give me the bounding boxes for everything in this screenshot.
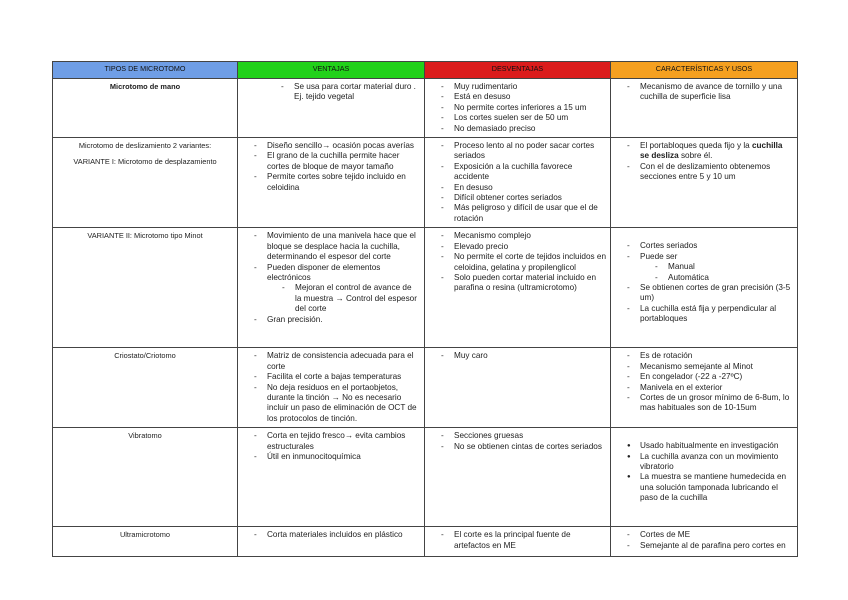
list-item: - No demasiado preciso: [454, 124, 606, 134]
list-item: - Se obtienen cortes de gran precisión (3-5 um): [640, 283, 793, 304]
type-label: Vibratomo: [128, 431, 162, 441]
type-label: Criostato/Criotomo: [114, 351, 176, 361]
list-item: ● La muestra se mantiene humedecida en una solución tamponada lubricando el paso de la cuchilla: [640, 472, 793, 503]
list-item: - Más peligroso y difícil de usar que el de rotación: [454, 203, 606, 224]
header-ventajas: VENTAJAS: [238, 62, 425, 79]
desventajas-cell: [425, 527, 611, 557]
list-item: - En congelador (-22 a -27ºC): [640, 372, 793, 382]
list-item: [640, 252, 793, 283]
ventajas-cell: [238, 428, 425, 527]
text-span: Pueden disponer de elementos electrónicos: [267, 262, 381, 282]
list-item: - Corta en tejido fresco→ evita cambios estructurales: [267, 431, 420, 452]
type-cell: [53, 428, 238, 527]
caracteristicas-cell: [611, 138, 798, 228]
list-item: - Secciones gruesas: [454, 431, 606, 441]
caracteristicas-cell: [611, 79, 798, 138]
list-item: - Diseño sencillo→ ocasión pocas averías: [267, 141, 420, 151]
caracteristicas-cell: [611, 228, 798, 348]
list-item: - Cortes de ME: [640, 530, 793, 540]
ventajas-cell: [238, 527, 425, 557]
list-item: - Facilita el corte a bajas temperaturas: [267, 372, 420, 382]
list-item: - Mejoran el control de avance de la muestra → Control del espesor del corte: [295, 283, 420, 314]
list-item: - Útil en inmunocitoquímica: [267, 452, 420, 462]
list-item: - Cortes seriados: [640, 241, 793, 251]
table-row: [53, 138, 798, 228]
list-item: - Gran precisión.: [267, 315, 420, 325]
list-item: - Semejante al de parafina pero cortes en: [640, 541, 793, 551]
list-item: - Cortes de un grosor mínimo de 6-8um, lo mas habituales son de 10-15um: [640, 393, 793, 414]
list-item: - Mecanismo complejo: [454, 231, 606, 241]
list-item: ● La cuchilla avanza con un movimiento vibratorio: [640, 452, 793, 473]
list-item: - Elevado precio: [454, 242, 606, 252]
table-row: [53, 79, 798, 138]
list-item: - Manual: [668, 262, 793, 272]
text-span: El portabloques queda fijo y la: [640, 141, 752, 151]
type-cell: [53, 527, 238, 557]
type-cell: [53, 228, 238, 348]
list-item: - Movimiento de una manivela hace que el bloque se desplace hacia la cuchilla, determinando el espesor del corte: [267, 231, 420, 262]
list-item: - En desuso: [454, 183, 606, 193]
table-row: [53, 228, 798, 348]
type-cell: [53, 348, 238, 428]
header-caracteristicas: CARACTERÍSTICAS Y USOS: [611, 62, 798, 79]
list-item: - Está en desuso: [454, 92, 606, 102]
table-row: [53, 348, 798, 428]
table-row: [53, 428, 798, 527]
table-row: [53, 527, 798, 557]
desventajas-cell: [425, 348, 611, 428]
header-row: [53, 62, 798, 79]
list-item: - No deja residuos en el portaobjetos, durante la tinción → No es necesario incluir un paso de eliminación de OCT de los protocolos de tinción.: [267, 383, 420, 425]
list-item: - Manivela en el exterior: [640, 383, 793, 393]
header-desventajas: DESVENTAJAS: [425, 62, 611, 79]
list-item: - Muy rudimentario: [454, 82, 606, 92]
list-item: - Con el de deslizamiento obtenemos secciones entre 5 y 10 um: [640, 162, 793, 183]
desventajas-cell: [425, 428, 611, 527]
desventajas-cell: [425, 138, 611, 228]
type-label: VARIANTE I: Microtomo de desplazamiento: [73, 157, 217, 167]
list-item: - La cuchilla está fija y perpendicular al portabloques: [640, 304, 793, 325]
caracteristicas-cell: [611, 348, 798, 428]
list-item: - Matriz de consistencia adecuada para el corte: [267, 351, 420, 372]
list-item: - Es de rotación: [640, 351, 793, 361]
ventajas-cell: [238, 138, 425, 228]
type-label: Microtomo de mano: [109, 82, 181, 91]
list-item: - No se obtienen cintas de cortes seriados: [454, 442, 606, 452]
list-item: - Exposición a la cuchilla favorece accidente: [454, 162, 606, 183]
text-span: sobre él.: [678, 151, 713, 161]
list-item: - El corte es la principal fuente de artefactos en ME: [454, 530, 606, 551]
header-tipos: TIPOS DE MICROTOMO: [53, 62, 238, 79]
list-item: - Mecanismo semejante al Minot: [640, 362, 793, 372]
list-item: - No permite el corte de tejidos incluidos en celoidina, gelatina y propilenglicol: [454, 252, 606, 273]
list-item: - No permite cortes inferiores a 15 um: [454, 103, 606, 113]
microtomo-table: [52, 61, 798, 557]
list-item: - Permite cortes sobre tejido incluido en celoidina: [267, 172, 420, 193]
type-label: Ultramicrotomo: [119, 530, 171, 540]
list-item: - Los cortes suelen ser de 50 um: [454, 113, 606, 123]
type-label: VARIANTE II: Microtomo tipo Minot: [87, 231, 203, 241]
list-item: [640, 141, 793, 162]
list-item: - Solo pueden cortar material incluido en parafina o resina (ultramicrotomo): [454, 273, 606, 294]
list-item: [267, 263, 420, 315]
desventajas-cell: [425, 79, 611, 138]
caracteristicas-cell: [611, 527, 798, 557]
list-item: - Corta materiales incluidos en plástico: [267, 530, 420, 540]
list-item: - Difícil obtener cortes seriados: [454, 193, 606, 203]
list-item: - Automática: [668, 273, 793, 283]
desventajas-cell: [425, 228, 611, 348]
list-item: ● Usado habitualmente en investigación: [640, 441, 793, 451]
list-item: - Proceso lento al no poder sacar cortes seriados: [454, 141, 606, 162]
bold-text: cuchilla se desliza: [640, 141, 783, 161]
type-cell: [53, 138, 238, 228]
list-item: - Se usa para cortar material duro . Ej. tejido vegetal: [294, 82, 420, 103]
list-item: - Muy caro: [454, 351, 606, 361]
type-cell: [53, 79, 238, 138]
text-span: Puede ser: [640, 251, 678, 261]
type-label: Microtomo de deslizamiento 2 variantes:: [78, 141, 212, 151]
ventajas-cell: [238, 228, 425, 348]
caracteristicas-cell: [611, 428, 798, 527]
ventajas-cell: [238, 348, 425, 428]
list-item: - El grano de la cuchilla permite hacer cortes de bloque de mayor tamaño: [267, 151, 420, 172]
list-item: - Mecanismo de avance de tornillo y una cuchilla de superficie lisa: [640, 82, 793, 103]
ventajas-cell: [238, 79, 425, 138]
